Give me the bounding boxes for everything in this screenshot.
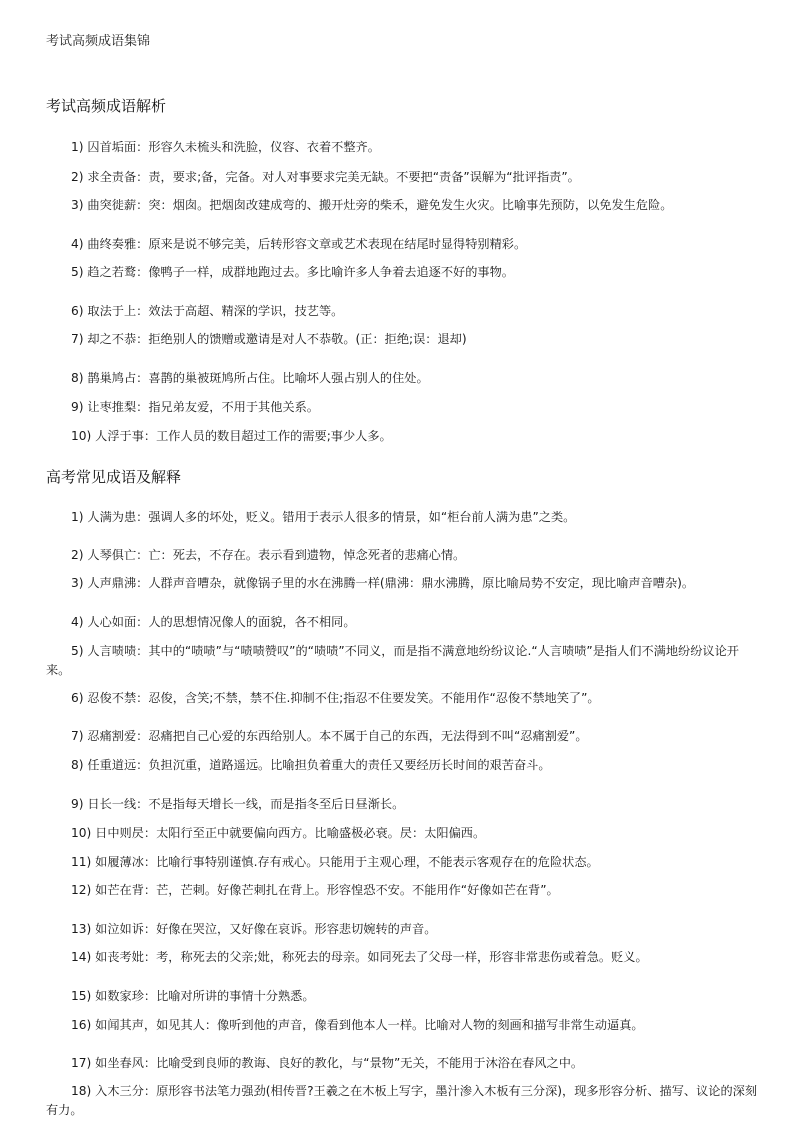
idiom-entry: 6) 忍俊不禁：忍俊，含笑;不禁，禁不住.抑制不住;指忍不住要发笑。不能用作“忍俊不禁地笑了”。: [71, 691, 600, 705]
section-title: 考试高频成语解析: [46, 97, 167, 115]
idiom-entry: 10) 人浮于事：工作人员的数目超过工作的需要;事少人多。: [71, 429, 392, 443]
idiom-entry: 3) 曲突徙薪：突：烟囱。把烟囱改建成弯的、搬开灶旁的柴禾，避免发生火灾。比喻事先预防，以免发生危险。: [71, 198, 673, 212]
idiom-entry: 2) 人琴俱亡：亡：死去，不存在。表示看到遗物，悼念死者的悲痛心情。: [71, 548, 466, 562]
idiom-entry: 2) 求全责备：责，要求;备，完备。对人对事要求完美无缺。不要把“责备”误解为“批评指责”。: [71, 170, 580, 184]
idiom-entry: 5) 人言啧啧：其中的“啧啧”与“啧啧赞叹”的“啧啧”不同义，而是指不满意地纷纷议论.“人言啧啧”是指人们不满地纷纷议论开来。: [46, 644, 739, 677]
idiom-entry: 9) 让枣推梨：指兄弟友爱，不用于其他关系。: [71, 400, 319, 414]
idiom-entry: 1) 人满为患：强调人多的坏处，贬义。错用于表示人很多的情景，如“柜台前人满为患”之类。: [71, 510, 576, 524]
idiom-entry: 7) 忍痛割爱：忍痛把自己心爱的东西给别人。本不属于自己的东西，无法得到不叫“忍痛割爱”。: [71, 729, 588, 743]
idiom-entry: 4) 人心如面：人的思想情况像人的面貌，各不相同。: [71, 615, 356, 629]
idiom-entry: 1) 囚首垢面：形容久未梳头和洗脸，仪容、衣着不整齐。: [71, 140, 380, 154]
idiom-entry: 5) 趋之若鹜：像鸭子一样，成群地跑过去。多比喻许多人争着去追逐不好的事物。: [71, 265, 514, 279]
idiom-entry: 16) 如闻其声，如见其人：像听到他的声音，像看到他本人一样。比喻对人物的刻画和描写非常生动逼真。: [71, 1018, 644, 1032]
idiom-entry: 18) 入木三分：原形容书法笔力强劲(相传晋?王羲之在木板上写字，墨汁渗入木板有三分深)，现多形容分析、描写、议论的深刻有力。: [46, 1084, 758, 1117]
idiom-entry: 15) 如数家珍：比喻对所讲的事情十分熟悉。: [71, 989, 315, 1003]
idiom-entry: 11) 如履薄冰：比喻行事特别谨慎.存有戒心。只能用于主观心理，不能表示客观存在的危险状态。: [71, 855, 599, 869]
idiom-entry: 13) 如泣如诉：好像在哭泣，又好像在哀诉。形容悲切婉转的声音。: [71, 922, 437, 936]
idiom-entry: 9) 日长一线：不是指每天增长一线，而是指冬至后日昼渐长。: [71, 797, 405, 811]
idiom-entry: 8) 任重道远：负担沉重，道路遥远。比喻担负着重大的责任又要经历长时间的艰苦奋斗。: [71, 758, 551, 772]
section-title: 高考常见成语及解释: [46, 468, 182, 486]
idiom-entry: 17) 如坐春风：比喻受到良师的教诲、良好的教化，与“景物”无关，不能用于沐浴在春风之中。: [71, 1056, 584, 1070]
idiom-entry: 14) 如丧考妣：考，称死去的父亲;妣，称死去的母亲。如同死去了父母一样，形容非常悲伤或着急。贬义。: [71, 950, 648, 964]
idiom-entry: 10) 日中则昃：太阳行至正中就要偏向西方。比喻盛极必衰。昃：太阳偏西。: [71, 826, 486, 840]
idiom-entry: 3) 人声鼎沸：人群声音嘈杂，就像锅子里的水在沸腾一样(鼎沸：鼎水沸腾，原比喻局势不安定，现比喻声音嘈杂)。: [71, 576, 695, 590]
idiom-entry: 8) 鹊巢鸠占：喜鹊的巢被斑鸠所占住。比喻坏人强占别人的住处。: [71, 371, 429, 385]
idiom-entry: 4) 曲终奏雅：原来是说不够完美，后转形容文章或艺术表现在结尾时显得特别精彩。: [71, 237, 527, 251]
idiom-entry: 6) 取法于上：效法于高超、精深的学识，技艺等。: [71, 304, 344, 318]
idiom-entry: 12) 如芒在背：芒，芒刺。好像芒刺扎在背上。形容惶恐不安。不能用作“好像如芒在背”。: [71, 883, 559, 897]
document-header: 考试高频成语集锦: [46, 34, 151, 49]
idiom-entry: 7) 却之不恭：拒绝别人的馈赠或邀请是对人不恭敬。(正：拒绝;误：退却): [71, 332, 467, 346]
